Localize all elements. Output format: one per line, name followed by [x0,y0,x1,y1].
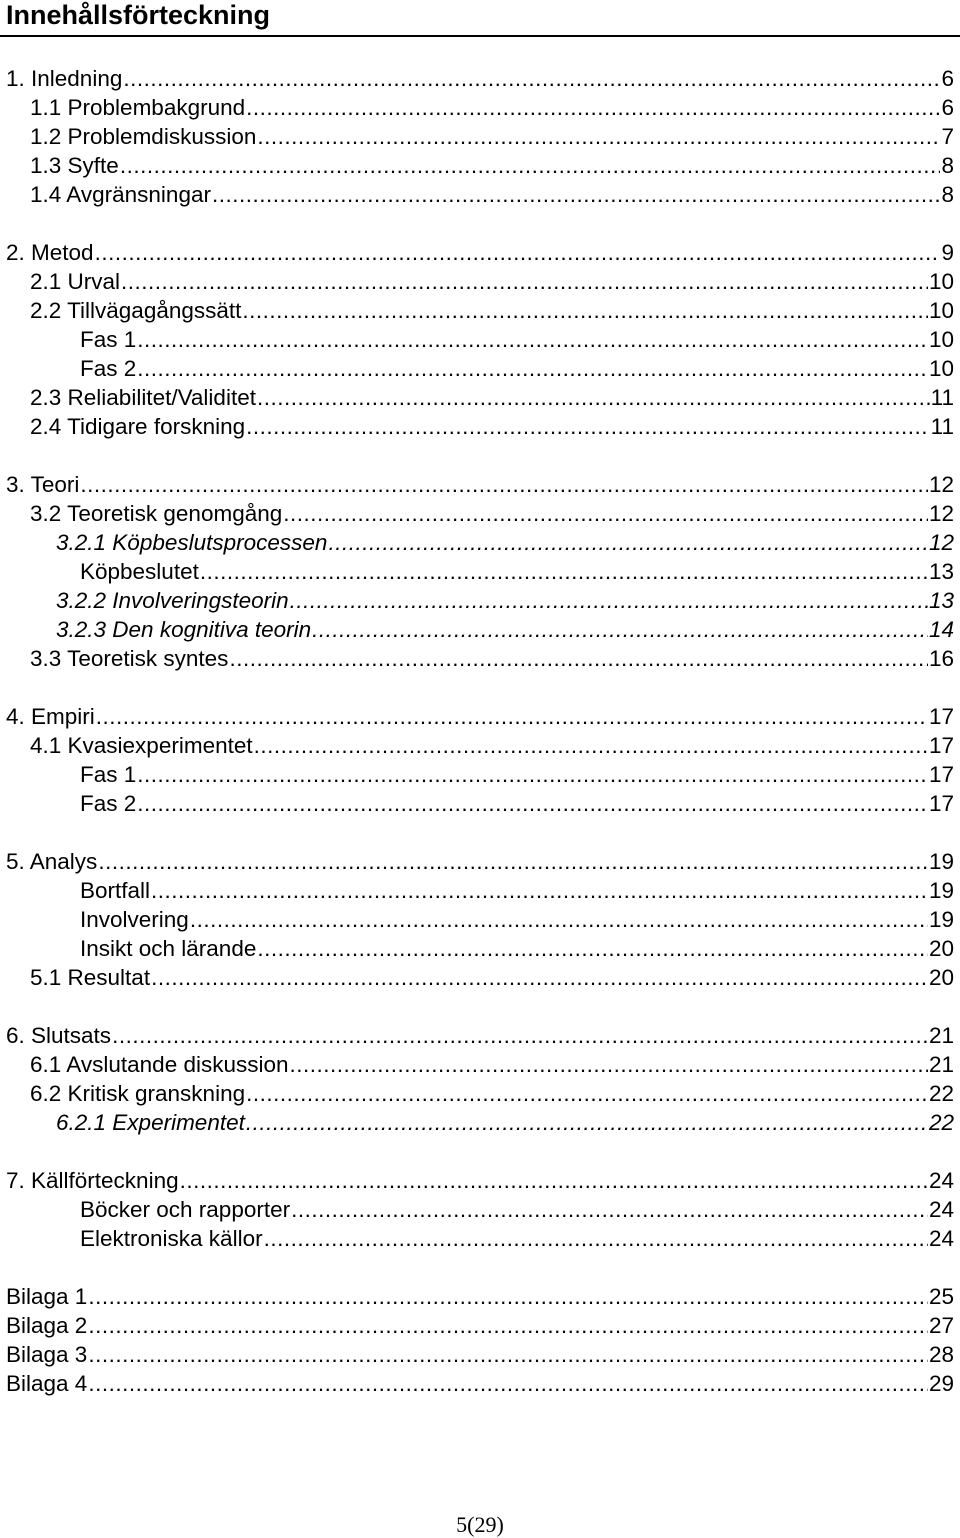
toc-entry-page: 19 [928,878,954,903]
toc-entry[interactable] [0,383,960,412]
toc-entry[interactable] [0,412,960,441]
toc-entry-label: 2.3 Reliabilitet/Validitet [30,385,256,410]
toc-entry-label: 4.1 Kvasiexperimentet [30,733,253,758]
toc-entry-label: Bilaga 1 [6,1284,88,1309]
toc-entry-label: Fas 1 [80,327,137,352]
dot-leader [112,1021,928,1050]
toc-entry-page: 13 [928,588,954,613]
toc-entry-page: 24 [928,1226,954,1251]
toc-entry[interactable] [0,151,960,180]
toc-entry[interactable] [0,296,960,325]
toc-entry-page: 20 [928,965,954,990]
toc-entry[interactable] [0,1079,960,1108]
toc-entry[interactable] [0,934,960,963]
toc-entry-page: 6 [941,66,954,91]
dot-leader [291,1195,928,1224]
toc-entry-page: 6 [941,95,954,120]
toc-entry-page: 10 [928,356,954,381]
toc-entry-page: 10 [928,327,954,352]
toc-entry[interactable] [0,1282,960,1311]
toc-entry[interactable] [0,731,960,760]
toc-entry-page: 8 [941,182,954,207]
toc-entry-page: 11 [930,414,954,439]
toc-entry-label: 3.2.2 Involveringsteorin [56,588,289,613]
toc-entry[interactable] [0,1340,960,1369]
dot-leader [246,412,930,441]
toc-entry[interactable] [0,847,960,876]
toc-entry[interactable] [0,1195,960,1224]
toc-entry[interactable] [0,963,960,992]
toc-entry-label: 3.2.1 Köpbeslutsprocessen [56,530,328,555]
dot-leader [123,64,940,93]
toc-entry-label: 5.1 Resultat [30,965,151,990]
dot-leader [137,325,928,354]
toc-entry-label: Fas 2 [80,791,137,816]
toc-entry-label: Involvering [80,907,189,932]
toc-entry-page: 17 [928,733,954,758]
toc-entry-label: 1.2 Problemdiskussion [30,124,257,149]
dot-leader [151,963,928,992]
dot-leader [229,644,928,673]
dot-leader [312,615,928,644]
toc-entry-label: Bilaga 2 [6,1313,88,1338]
toc-entry-label: 2.2 Tillvägagångssätt [30,298,242,323]
toc-entry[interactable] [0,1224,960,1253]
toc-entry-label: 1.4 Avgränsningar [30,182,211,207]
toc-entry[interactable] [0,586,960,615]
dot-leader [246,93,940,122]
toc-entry[interactable] [0,470,960,499]
toc-entry-page: 17 [928,791,954,816]
dot-leader [137,789,928,818]
toc-entry-page: 19 [928,907,954,932]
toc-entry-page: 21 [928,1052,954,1077]
toc-entry-label: 6.2.1 Experimentet [56,1110,245,1135]
toc-entry[interactable] [0,180,960,209]
toc-entry[interactable] [0,557,960,586]
toc-entry-page: 10 [928,298,954,323]
dot-leader [290,586,928,615]
toc-entry[interactable] [0,1108,960,1137]
toc-title: Innehållsförteckning [6,0,271,30]
toc-entry-label: 2.4 Tidigare forskning [30,414,246,439]
toc-entry-label: Elektroniska källor [80,1226,263,1251]
toc-entry-label: 3.2.3 Den kognitiva teorin [56,617,312,642]
toc-entry-page: 11 [930,385,954,410]
toc-entry-page: 12 [928,530,954,555]
dot-leader [257,934,928,963]
toc-entry-label: Fas 1 [80,762,137,787]
toc-entry-page: 14 [928,617,954,642]
toc-entry-page: 12 [928,472,954,497]
toc-entry-page: 8 [941,153,954,178]
toc-entry-page: 24 [928,1168,954,1193]
toc-entry[interactable] [0,905,960,934]
toc-entry-page: 24 [928,1197,954,1222]
toc-entry[interactable] [0,1311,960,1340]
toc-entry-label: 2.1 Urval [30,269,121,294]
dot-leader [137,354,928,383]
dot-leader [88,1340,928,1369]
toc-entry-page: 29 [928,1371,954,1396]
toc-entry-label: Köpbeslutet [80,559,199,584]
toc-entry[interactable] [0,760,960,789]
toc-entry[interactable] [0,325,960,354]
toc-entry-label: 1. Inledning [6,66,123,91]
toc-entry-page: 17 [928,704,954,729]
dot-leader [257,383,930,412]
toc-entry-page: 21 [928,1023,954,1048]
toc-entry-label: Bilaga 4 [6,1371,88,1396]
toc-entry-label: 3. Teori [6,472,80,497]
dot-leader [121,267,928,296]
dot-leader [283,499,928,528]
dot-leader [151,876,928,905]
toc-entry[interactable] [0,238,960,267]
toc-entry[interactable] [0,876,960,905]
dot-leader [254,731,928,760]
toc-entry[interactable] [0,615,960,644]
toc-entry-label: 7. Källförteckning [6,1168,179,1193]
toc-entry[interactable] [0,499,960,528]
dot-leader [98,847,928,876]
toc-entry-page: 22 [928,1110,954,1135]
toc-entry-label: 2. Metod [6,240,94,265]
toc-entry-page: 10 [928,269,954,294]
toc-entry-label: Insikt och lärande [80,936,257,961]
title-rule [0,35,960,37]
dot-leader [200,557,928,586]
toc-entry-page: 19 [928,849,954,874]
dot-leader [96,702,928,731]
toc-entry[interactable] [0,122,960,151]
toc-entry[interactable] [0,789,960,818]
dot-leader [88,1369,928,1398]
toc-entry[interactable] [0,1050,960,1079]
toc-entry-page: 17 [928,762,954,787]
toc-entry[interactable] [0,93,960,122]
dot-leader [88,1311,928,1340]
toc-entry-label: 3.2 Teoretisk genomgång [30,501,283,526]
toc-entry-label: 6.2 Kritisk granskning [30,1081,246,1106]
toc-entry[interactable] [0,528,960,557]
toc-entry-page: 13 [928,559,954,584]
toc-entry-page: 25 [928,1284,954,1309]
toc-entry-page: 27 [928,1313,954,1338]
toc-entry[interactable] [0,644,960,673]
toc-entry[interactable] [0,64,960,93]
dot-leader [180,1166,928,1195]
dot-leader [137,760,928,789]
toc-entry[interactable] [0,1021,960,1050]
toc-entry-label: 1.3 Syfte [30,153,119,178]
dot-leader [190,905,928,934]
toc-entry-label: Bortfall [80,878,151,903]
toc-entry-page: 20 [928,936,954,961]
toc-entry-page: 16 [928,646,954,671]
toc-entry-label: Böcker och rapporter [80,1197,291,1222]
dot-leader [120,151,941,180]
toc-entry-label: 1.1 Problembakgrund [30,95,246,120]
toc-entry-page: 22 [928,1081,954,1106]
toc-entry[interactable] [0,267,960,296]
toc-entry-label: 4. Empiri [6,704,95,729]
dot-leader [88,1282,928,1311]
toc-entry-label: 6.1 Avslutande diskussion [30,1052,289,1077]
toc-entry-page: 12 [928,501,954,526]
toc-entry-label: 6. Slutsats [6,1023,112,1048]
toc-entry[interactable] [0,1166,960,1195]
dot-leader [212,180,941,209]
toc-entry-page: 28 [928,1342,954,1367]
dot-leader [290,1050,928,1079]
toc-entry-label: 3.3 Teoretisk syntes [30,646,229,671]
dot-leader [246,1108,928,1137]
dot-leader [95,238,941,267]
dot-leader [246,1079,928,1108]
toc-entry[interactable] [0,354,960,383]
dot-leader [257,122,940,151]
toc-entry-label: Bilaga 3 [6,1342,88,1367]
toc-entry[interactable] [0,702,960,731]
dot-leader [264,1224,928,1253]
toc-entry-page: 9 [941,240,954,265]
dot-leader [80,470,928,499]
dot-leader [242,296,928,325]
toc-entry-label: Fas 2 [80,356,137,381]
dot-leader [328,528,928,557]
toc-entry-page: 7 [941,124,954,149]
toc-entry-label: 5. Analys [6,849,98,874]
page-number: 5(29) [456,1512,504,1537]
toc-entry[interactable] [0,1369,960,1398]
